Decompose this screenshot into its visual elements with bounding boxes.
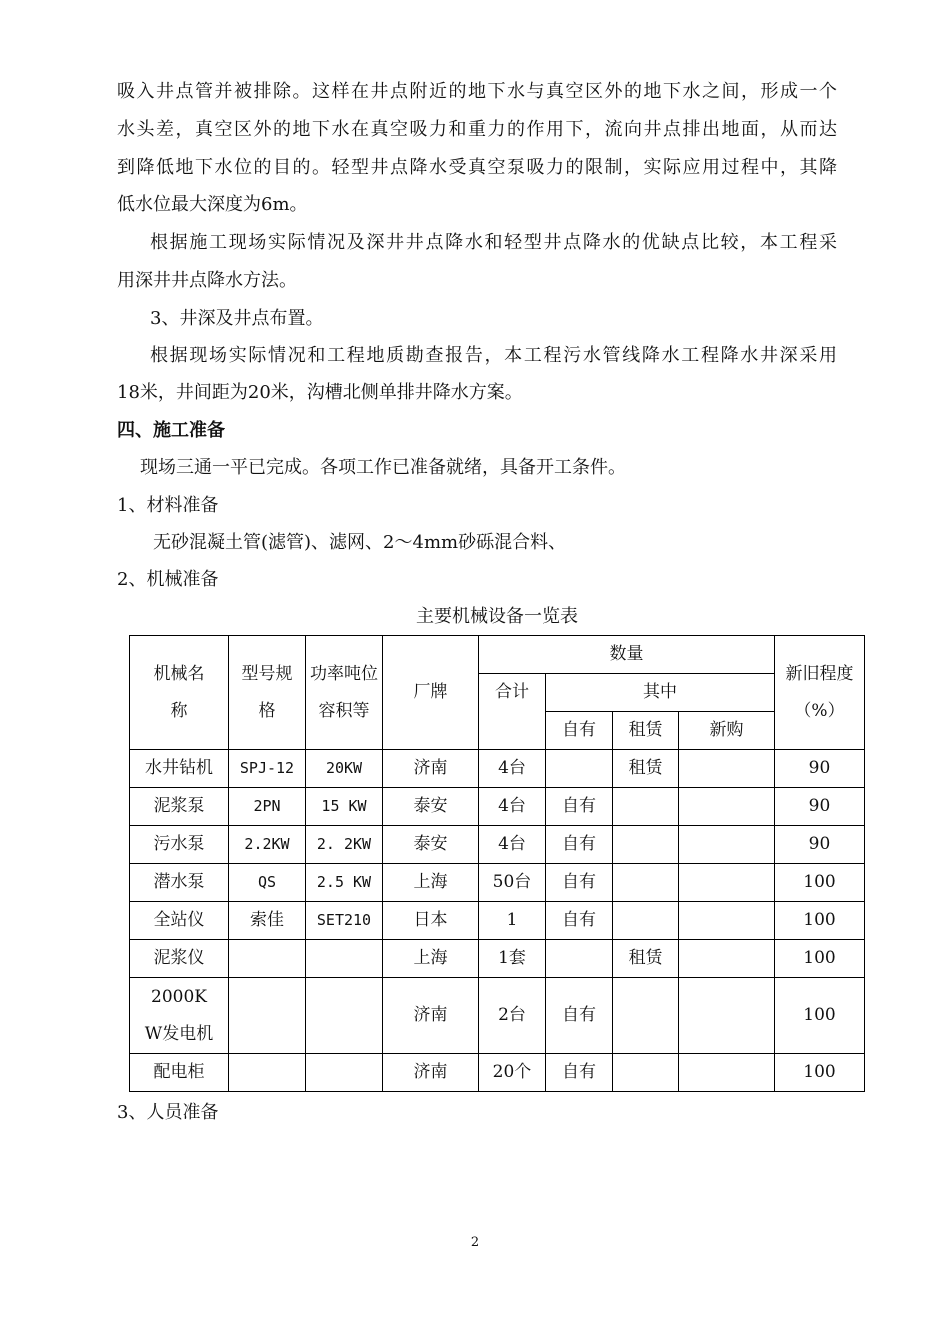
header-condition: 新旧程度（%）: [775, 636, 865, 750]
cell-model: 2PN: [229, 788, 306, 826]
cell-brand: 上海: [383, 864, 479, 902]
header-quantity: 数量: [479, 636, 775, 674]
cell-brand: 泰安: [383, 826, 479, 864]
cell-name: 配电柜: [130, 1054, 229, 1092]
paragraph-line: 吸入井点管并被排除。这样在井点附近的地下水与真空区外的地下水之间，形成一个: [117, 81, 837, 102]
cell-condition: 100: [775, 1054, 865, 1092]
cell-rent: [613, 788, 679, 826]
cell-brand: 泰安: [383, 788, 479, 826]
cell-condition: 100: [775, 940, 865, 978]
cell-power: 2. 2KW: [306, 826, 383, 864]
cell-rent: 租赁: [613, 940, 679, 978]
cell-power: [306, 940, 383, 978]
cell-total: 20个: [479, 1054, 546, 1092]
cell-condition: 100: [775, 978, 865, 1054]
cell-brand: 日本: [383, 902, 479, 940]
paragraph-line: 低水位最大深度为6m。: [117, 194, 308, 215]
list-item-personnel: 3、人员准备: [117, 1102, 219, 1123]
cell-own: 自有: [546, 1054, 613, 1092]
cell-brand: 济南: [383, 1054, 479, 1092]
cell-total: 1套: [479, 940, 546, 978]
cell-new: [679, 864, 775, 902]
cell-total: 2台: [479, 978, 546, 1054]
cell-brand: 上海: [383, 940, 479, 978]
header-of-which: 其中: [546, 674, 775, 712]
cell-name: 全站仪: [130, 902, 229, 940]
cell-rent: [613, 826, 679, 864]
cell-name: 2000KW发电机: [130, 978, 229, 1054]
table-row: [130, 902, 865, 940]
cell-model: [229, 940, 306, 978]
cell-name: 泥浆泵: [130, 788, 229, 826]
cell-total: 4台: [479, 750, 546, 788]
cell-new: [679, 902, 775, 940]
header-brand: 厂牌: [383, 636, 479, 750]
cell-total: 50台: [479, 864, 546, 902]
equipment-table: [129, 635, 865, 1092]
section-intro: 现场三通一平已完成。各项工作已准备就绪，具备开工条件。: [140, 457, 626, 478]
cell-power: 2.5 KW: [306, 864, 383, 902]
cell-brand: 济南: [383, 978, 479, 1054]
cell-total: 1: [479, 902, 546, 940]
cell-total: 4台: [479, 788, 546, 826]
cell-power: SET210: [306, 902, 383, 940]
list-item-materials: 1、材料准备: [117, 495, 219, 516]
cell-rent: [613, 864, 679, 902]
header-model: 型号规格: [229, 636, 306, 750]
page-number: 2: [470, 1235, 480, 1250]
table-row: [130, 788, 865, 826]
subsection-title: 3、井深及井点布置。: [150, 308, 324, 329]
list-item-machinery: 2、机械准备: [117, 569, 219, 590]
cell-total: 4台: [479, 826, 546, 864]
cell-power: 15 KW: [306, 788, 383, 826]
cell-name: 泥浆仪: [130, 940, 229, 978]
cell-model: SPJ-12: [229, 750, 306, 788]
table-row: [130, 1054, 865, 1092]
cell-power: 20KW: [306, 750, 383, 788]
table-row: [130, 978, 865, 1054]
cell-rent: [613, 1054, 679, 1092]
cell-rent: [613, 978, 679, 1054]
cell-name: 潜水泵: [130, 864, 229, 902]
cell-condition: 100: [775, 902, 865, 940]
cell-new: [679, 978, 775, 1054]
paragraph-line: 根据施工现场实际情况及深井井点降水和轻型井点降水的优缺点比较，本工程采: [150, 232, 837, 253]
cell-new: [679, 826, 775, 864]
header-own: 自有: [546, 712, 613, 750]
header-power: 功率吨位容积等: [306, 636, 383, 750]
paragraph-line: 水头差，真空区外的地下水在真空吸力和重力的作用下，流向井点排出地面，从而达: [117, 119, 837, 140]
paragraph-line: 根据现场实际情况和工程地质勘查报告，本工程污水管线降水工程降水井深采用: [150, 345, 837, 366]
cell-condition: 90: [775, 826, 865, 864]
cell-name: 水井钻机: [130, 750, 229, 788]
cell-model: QS: [229, 864, 306, 902]
cell-own: 自有: [546, 864, 613, 902]
cell-own: 自有: [546, 826, 613, 864]
cell-own: [546, 940, 613, 978]
header-rent: 租赁: [613, 712, 679, 750]
materials-text: 无砂混凝土管(滤管)、滤网、2～4mm砂砾混合料、: [153, 532, 567, 553]
header-total: 合计: [479, 674, 546, 750]
cell-own: 自有: [546, 902, 613, 940]
table-caption: 主要机械设备一览表: [416, 606, 578, 627]
paragraph-line: 用深井井点降水方法。: [117, 270, 297, 291]
table-row: [130, 940, 865, 978]
cell-model: 索佳: [229, 902, 306, 940]
table-row: [130, 826, 865, 864]
header-new: 新购: [679, 712, 775, 750]
cell-rent: [613, 902, 679, 940]
cell-power: [306, 1054, 383, 1092]
header-name: 机械名称: [130, 636, 229, 750]
cell-new: [679, 788, 775, 826]
cell-model: 2.2KW: [229, 826, 306, 864]
paragraph-line: 18米，井间距为20米，沟槽北侧单排井降水方案。: [117, 382, 523, 403]
section-heading: 四、施工准备: [117, 420, 225, 441]
cell-new: [679, 1054, 775, 1092]
paragraph-line: 到降低地下水位的目的。轻型井点降水受真空泵吸力的限制，实际应用过程中，其降: [117, 157, 837, 178]
cell-own: 自有: [546, 788, 613, 826]
cell-condition: 100: [775, 864, 865, 902]
cell-rent: 租赁: [613, 750, 679, 788]
table-row: [130, 864, 865, 902]
cell-model: [229, 1054, 306, 1092]
table-row: [130, 750, 865, 788]
cell-own: [546, 750, 613, 788]
cell-condition: 90: [775, 750, 865, 788]
cell-new: [679, 750, 775, 788]
cell-name: 污水泵: [130, 826, 229, 864]
cell-power: [306, 978, 383, 1054]
cell-brand: 济南: [383, 750, 479, 788]
cell-condition: 90: [775, 788, 865, 826]
cell-new: [679, 940, 775, 978]
cell-own: 自有: [546, 978, 613, 1054]
cell-model: [229, 978, 306, 1054]
